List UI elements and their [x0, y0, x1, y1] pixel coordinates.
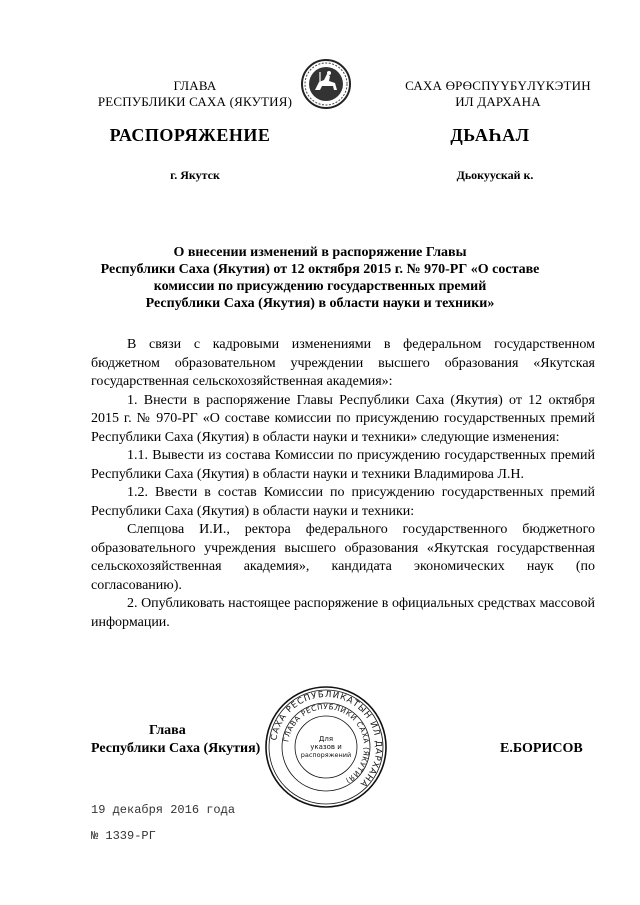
city-ru: г. Якутск: [170, 168, 220, 182]
doc-type-ru: РАСПОРЯЖЕНИЕ: [109, 125, 271, 145]
title-line3: комиссии по присуждению государственных премий: [153, 279, 487, 294]
official-stamp-icon: [264, 685, 388, 809]
signature-position-line1: Глава: [149, 723, 186, 738]
signature-name: Е.БОРИСОВ: [500, 741, 583, 756]
header-left-line2: РЕСПУБЛИКИ САХА (ЯКУТИЯ): [97, 94, 293, 109]
header-right-line1: САХА ӨРӨСПҮҮБҮЛҮКЭТИН: [405, 78, 591, 93]
header-left-line1: ГЛАВА: [173, 78, 217, 93]
stamp-center-line2: указов и: [310, 743, 342, 751]
doc-type-sakha: ДЬАҺАЛ: [450, 125, 530, 145]
title-line2: Республики Саха (Якутия) от 12 октября 2015 г. № 970-РГ «О составе: [100, 262, 540, 277]
stamp-outer-text: САХА РЕСПУБЛИКАТЫН ИЛ ДАРХАНА: [269, 689, 384, 790]
paragraph-appointee: Слепцова И.И., ректора федерального государственного бюджетного образовательного учреждения высшего образования «Якутская государственная сельскохозяйственная академия», кандидата экономических наук (по согласованию).: [91, 522, 595, 593]
header-left: [70, 78, 320, 110]
document-number: № 1339-РГ: [91, 829, 156, 843]
document-title: [70, 244, 570, 312]
stamp-inner-text: ГЛАВА РЕСПУБЛИКИ САХА (ЯКУТИЯ): [281, 701, 372, 786]
header-right: [378, 78, 618, 110]
paragraph-preamble: В связи с кадровыми изменениями в федеральном государственном бюджетном образовательном учреждении высшего образования «Якутская государственная сельскохозяйственная академия»:: [91, 337, 595, 389]
header-right-line2: ИЛ ДАРХАНА: [455, 94, 541, 109]
title-line1: О внесении изменений в распоряжение Главы: [173, 245, 467, 260]
document-date: 19 декабря 2016 года: [91, 803, 236, 817]
signature-position-line2: Республики Саха (Якутия): [91, 741, 261, 756]
stamp-center-line1: Для: [318, 735, 334, 743]
signature-position: [91, 722, 291, 758]
paragraph-item-1-1: 1.1. Вывести из состава Комиссии по присуждению государственных премий Республики Саха (Якутия) в области науки и техники Владимирова Л.Н.: [91, 448, 595, 482]
paragraph-item-1: 1. Внести в распоряжение Главы Республики Саха (Якутия) от 12 октября 2015 г. № 970-РГ «О составе комиссии по присуждению государственных премий Республики Саха (Якутия) в области науки и техники» следующие изменения:: [91, 392, 595, 445]
paragraph-item-1-2: 1.2. Ввести в состав Комиссии по присуждению государственных премий Республики Саха (Якутия) в области науки и техники:: [91, 485, 595, 519]
coat-of-arms-icon: [300, 58, 352, 110]
paragraph-item-2: 2. Опубликовать настоящее распоряжение в официальных средствах массовой информации.: [91, 596, 595, 630]
stamp-center-line3: распоряжений: [300, 751, 352, 759]
title-line4: Республики Саха (Якутия) в области науки и техники»: [145, 296, 495, 311]
city-sakha: Дьокуускай к.: [456, 168, 534, 182]
document-body: [91, 336, 595, 632]
